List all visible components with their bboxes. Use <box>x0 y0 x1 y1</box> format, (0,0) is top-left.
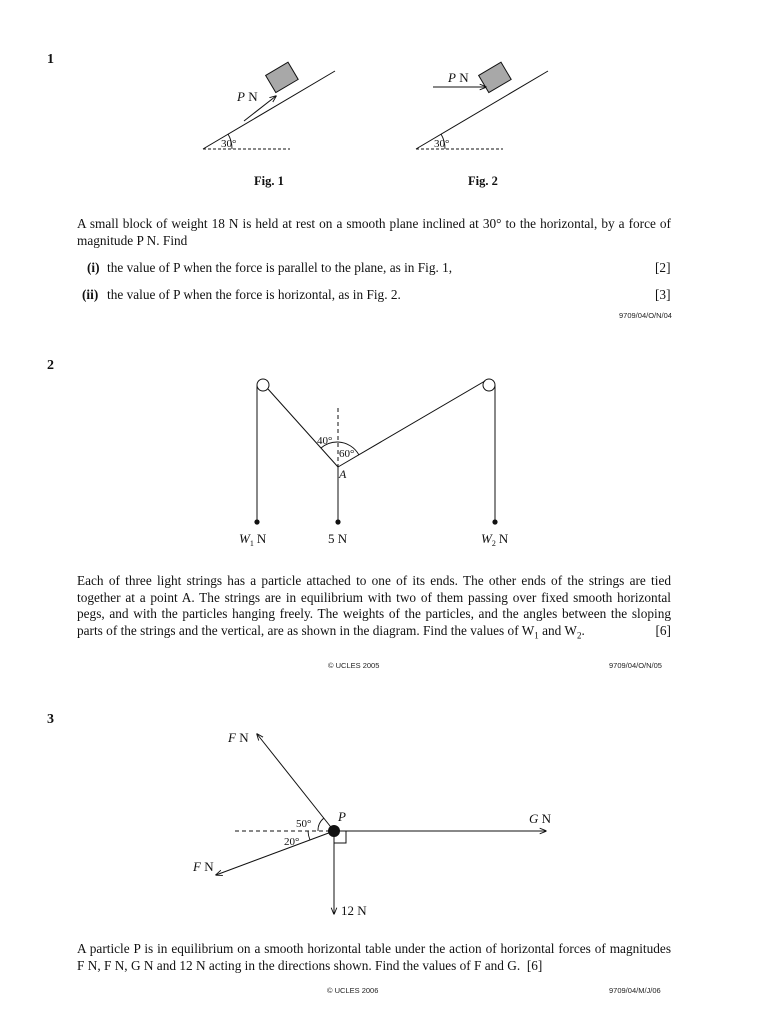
fig2-force-label: P N <box>448 70 469 85</box>
point-p-label: P <box>338 809 346 824</box>
q2-reference: 9709/04/O/N/05 <box>609 661 662 670</box>
q1-text: A small block of weight 18 N is held at rest on a smooth plane inclined at 30° to the horizontal, by a force of magnitude P N. Find <box>77 216 671 248</box>
w1-label: $W_1$ N <box>239 531 267 548</box>
q1-part-i-text: the value of P when the force is parallel to the plane, as in Fig. 1, <box>107 260 453 275</box>
fig1-force-label: P N <box>237 89 258 104</box>
weight-label: 12 N <box>341 903 367 918</box>
q3-marks: [6] <box>526 957 543 973</box>
angle-40-label: 40° <box>317 435 333 447</box>
angle-60-label: 60° <box>339 448 355 460</box>
w2-label: $W_2$ N <box>481 531 509 548</box>
fig2-angle-label: 30° <box>434 138 450 150</box>
q2-text: Each of three light strings has a particle attached to one of its ends. The other ends of the strings are tied together at a point A. The strings are in equilibrium with two of them passing over fixed smooth horizontal pegs, and with the particles hanging freely. The weights of the particles, and the angles between the sloping parts of the strings and the vertical, are as shown in the diagram. Find the values of $W_1$ and $W_2$. [6] <box>77 573 671 641</box>
q1-reference: 9709/04/O/N/04 <box>619 311 672 320</box>
q1-part-i-label: (i) <box>87 260 100 275</box>
particle-p <box>328 825 340 837</box>
angle-50-label: 50° <box>296 818 312 830</box>
question-2-number: 2 <box>47 358 54 373</box>
q3-copyright: © UCLES 2006 <box>327 986 379 995</box>
f-top-label: F N <box>228 730 249 745</box>
fig2-caption: Fig. 2 <box>468 174 498 188</box>
q3-text: A particle P is in equilibrium on a smooth horizontal table under the action of horizontal forces of magnitudes F N, F N, G N and 12 N acting in the directions shown. Find the values of F and G. [6] <box>77 941 671 973</box>
q3-reference: 9709/04/M/J/06 <box>609 986 661 995</box>
angle-20-label: 20° <box>284 836 300 848</box>
q1-part-ii-marks: [3] <box>655 287 671 302</box>
g-label: G N <box>529 811 552 826</box>
q1-part-ii-text: the value of P when the force is horizontal, as in Fig. 2. <box>107 287 401 302</box>
q2-copyright: © UCLES 2005 <box>328 661 380 670</box>
f-bottom-label: F N <box>193 859 214 874</box>
q2-marks: [6] <box>655 622 671 638</box>
q1-part-i-marks: [2] <box>655 260 671 275</box>
q1-part-ii-label: (ii) <box>82 287 99 302</box>
fig1-caption: Fig. 1 <box>254 174 284 188</box>
fig1-angle-label: 30° <box>221 138 237 150</box>
f-top-arrow <box>257 734 334 831</box>
point-a-label: A <box>339 467 347 481</box>
f-bottom-arrow <box>216 831 334 875</box>
angle-20-arc <box>308 831 310 840</box>
angle-50-arc <box>318 818 324 831</box>
middle-weight-label: 5 N <box>328 531 348 546</box>
question-3-number: 3 <box>47 712 54 727</box>
question-1-number: 1 <box>47 52 54 67</box>
